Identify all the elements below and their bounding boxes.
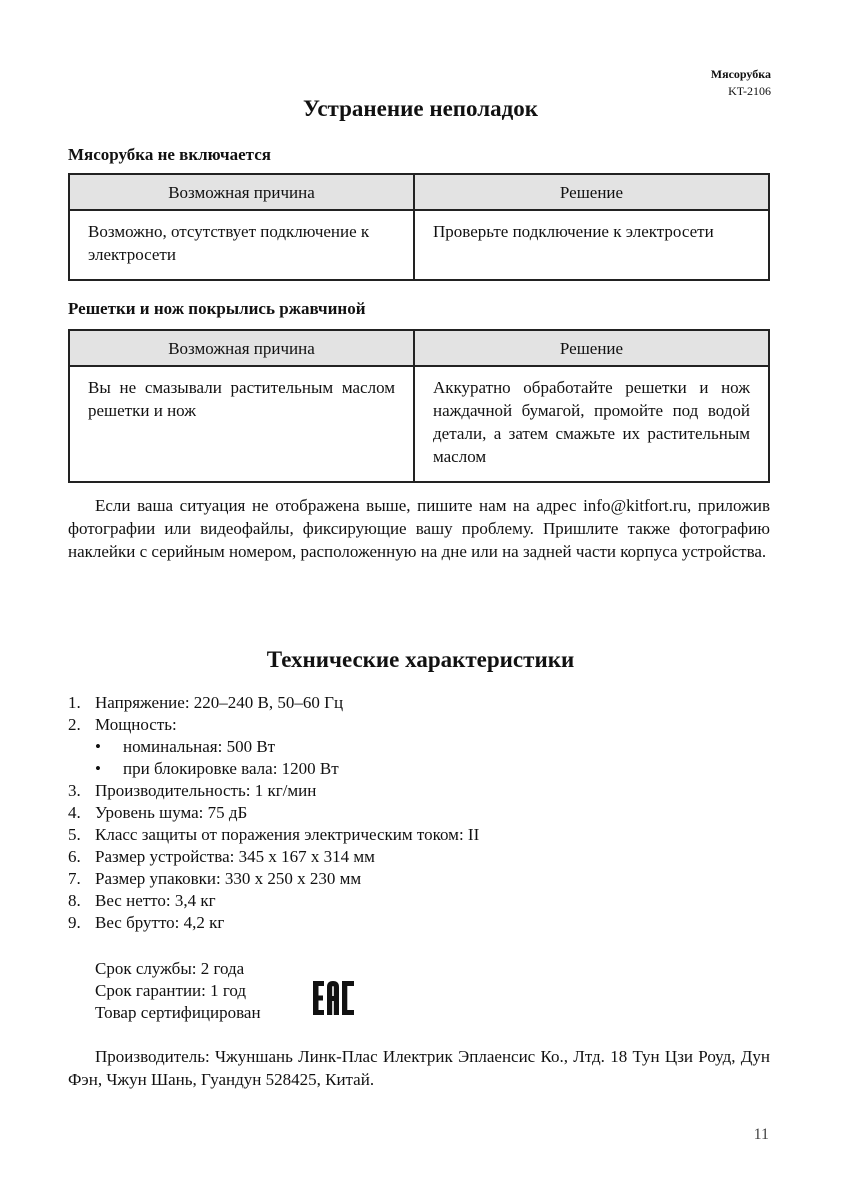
spec-text: Вес нетто: 3,4 кг: [95, 891, 216, 910]
service-info: [95, 958, 261, 1024]
spec-item: [68, 846, 770, 868]
troubleshooting-title: Устранение неполадок: [302, 96, 539, 121]
spec-subitem-text: номинальная: 500 Вт: [123, 737, 276, 756]
spec-item: [68, 780, 770, 802]
column-header-cause: Возможная причина: [69, 174, 414, 210]
problem-1-table: [68, 173, 770, 281]
spec-number: 3.: [68, 781, 81, 800]
warranty-period: Срок гарантии: 1 год: [95, 981, 247, 1000]
spec-subitem: [95, 758, 770, 780]
service-life: Срок службы: 2 года: [95, 959, 245, 978]
spec-item: [68, 912, 770, 934]
cause-cell: Возможно, отсутствует подключение к электросети: [69, 210, 414, 280]
problem-2-table: [68, 329, 770, 483]
spec-item: [68, 868, 770, 890]
bullet-icon: •: [95, 759, 101, 778]
spec-number: 6.: [68, 847, 81, 866]
spec-subitem-text: при блокировке вала: 1200 Вт: [123, 759, 339, 778]
table-header-row: [69, 330, 769, 366]
column-header-cause: Возможная причина: [69, 330, 414, 366]
eac-certification-icon: [312, 979, 356, 1017]
bullet-icon: •: [95, 737, 101, 756]
cause-cell: Вы не смазывали растительным маслом решетки и нож: [69, 366, 414, 482]
header-model: KT-2106: [728, 84, 771, 98]
solution-cell: Проверьте подключение к электросети: [414, 210, 769, 280]
spec-text: Размер упаковки: 330 x 250 x 230 мм: [95, 869, 362, 888]
support-note: Если ваша ситуация не отображена выше, пишите нам на адрес info@kitfort.ru, приложив фотографии или видеофайлы, фиксирующие вашу проблему. Пришлите также фотографию наклейки с серийным номером, расположенную на дне или на задней части корпуса устройства.: [68, 496, 770, 561]
manufacturer-info: Производитель: Чжуншань Линк-Плас Илектрик Эплаенсис Ко., Лтд. 18 Тун Цзи Роуд, Дун Фэн, Чжун Шань, Гуандун 528425, Китай.: [68, 1047, 770, 1089]
table-row: [69, 210, 769, 280]
spec-text: Напряжение: 220–240 В, 50–60 Гц: [95, 693, 344, 712]
certified-note: Товар сертифицирован: [95, 1003, 261, 1022]
spec-item: [68, 692, 770, 714]
specs-title: Технические характеристики: [266, 647, 575, 672]
spec-text: Производительность: 1 кг/мин: [95, 781, 317, 800]
table-row: [69, 366, 769, 482]
column-header-solution: Решение: [414, 330, 769, 366]
page-number: 11: [753, 1126, 769, 1143]
spec-text: Мощность:: [95, 715, 177, 734]
spec-sublist: [95, 736, 770, 780]
spec-subitem: [95, 736, 770, 758]
spec-item: [68, 802, 770, 824]
problem-2-title: Решетки и нож покрылись ржавчиной: [68, 299, 366, 318]
column-header-solution: Решение: [414, 174, 769, 210]
spec-number: 9.: [68, 913, 81, 932]
spec-text: Уровень шума: 75 дБ: [95, 803, 248, 822]
solution-cell: Аккуратно обработайте решетки и нож наждачной бумагой, промойте под водой детали, а затем смажьте их растительным маслом: [414, 366, 769, 482]
spec-number: 5.: [68, 825, 81, 844]
spec-item: [68, 714, 770, 780]
spec-number: 2.: [68, 715, 81, 734]
table-header-row: [69, 174, 769, 210]
spec-item: [68, 824, 770, 846]
spec-number: 7.: [68, 869, 81, 888]
spec-number: 8.: [68, 891, 81, 910]
spec-text: Класс защиты от поражения электрическим током: II: [95, 825, 480, 844]
spec-text: Вес брутто: 4,2 кг: [95, 913, 225, 932]
header-product: Мясорубка: [710, 67, 771, 81]
spec-number: 4.: [68, 803, 81, 822]
spec-text: Размер устройства: 345 x 167 x 314 мм: [95, 847, 375, 866]
specs-list: [68, 692, 770, 934]
spec-number: 1.: [68, 693, 81, 712]
spec-item: [68, 890, 770, 912]
problem-1-title: Мясорубка не включается: [68, 145, 271, 164]
page-header: [711, 66, 771, 100]
